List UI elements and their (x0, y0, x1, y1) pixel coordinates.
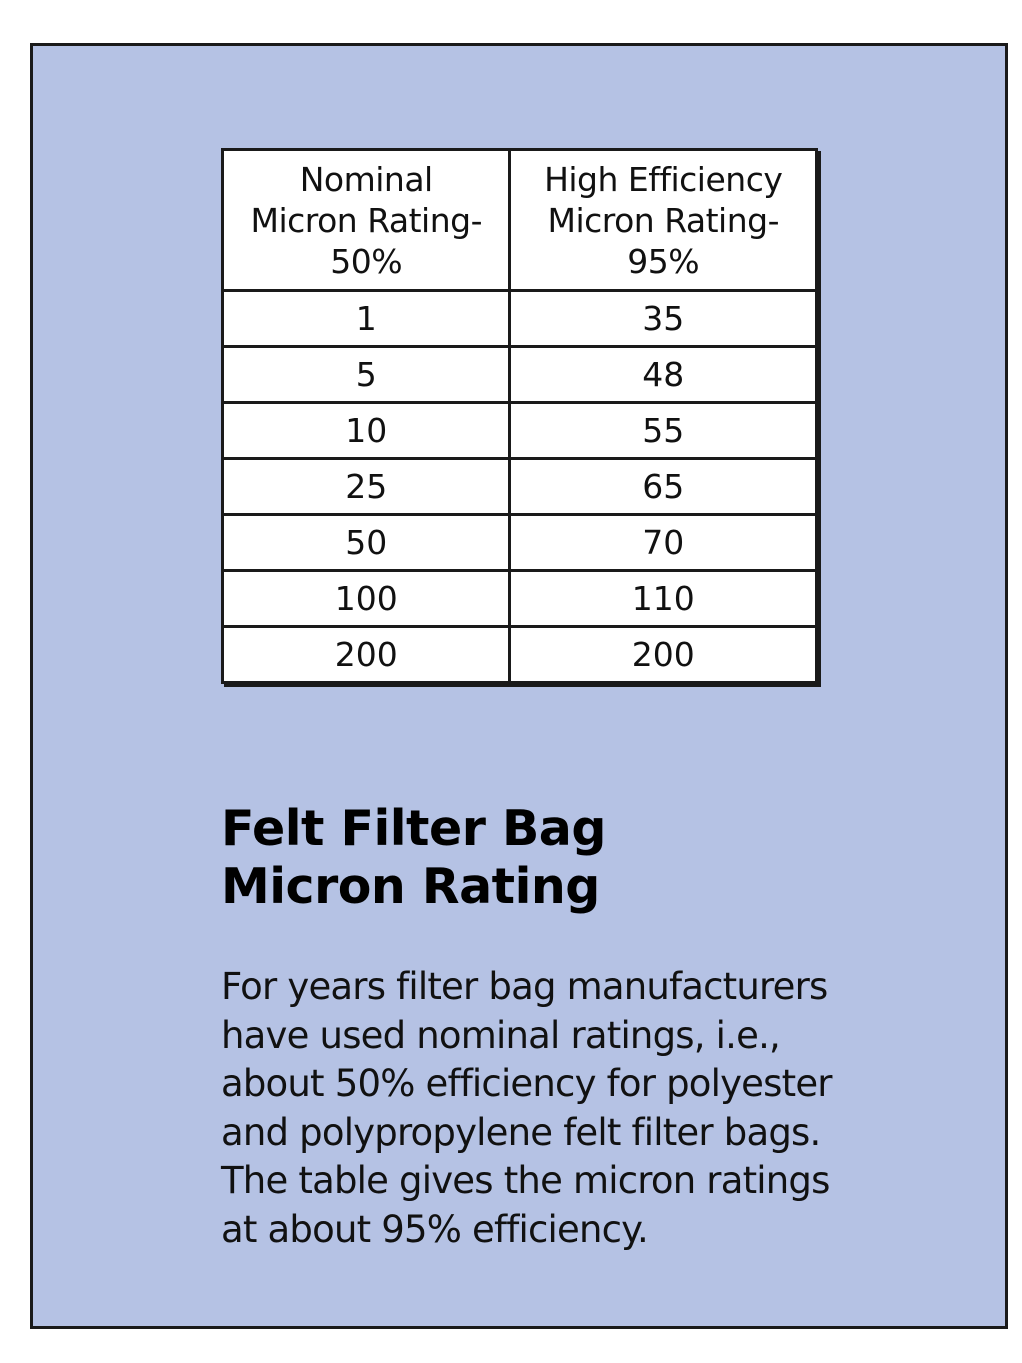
header-line: Micron Rating- (250, 200, 482, 240)
table-row (223, 571, 817, 627)
title-line: Felt Filter Bag (221, 800, 606, 857)
high-efficiency-cell: 70 (510, 515, 817, 571)
header-line: High Efficiency (544, 159, 783, 199)
title-line: Micron Rating (221, 858, 600, 915)
high-efficiency-cell: 110 (510, 571, 817, 627)
nominal-cell: 5 (223, 347, 510, 403)
high-efficiency-cell: 200 (510, 627, 817, 683)
table-row (223, 627, 817, 683)
table-row (223, 347, 817, 403)
header-line: 95% (627, 241, 700, 281)
high-efficiency-cell: 48 (510, 347, 817, 403)
table-row (223, 515, 817, 571)
description-paragraph (221, 963, 941, 1254)
nominal-cell: 200 (223, 627, 510, 683)
table-header-row (223, 150, 817, 291)
micron-rating-table (221, 148, 818, 684)
paragraph-line: at about 95% efficiency. (221, 1207, 648, 1251)
paragraph-line: have used nominal ratings, i.e., (221, 1013, 780, 1057)
nominal-cell: 25 (223, 459, 510, 515)
table-row (223, 403, 817, 459)
paragraph-line: For years filter bag manufacturers (221, 965, 828, 1008)
nominal-rating-header (223, 150, 510, 291)
paragraph-line: about 50% efficiency for polyester (221, 1062, 832, 1105)
nominal-cell: 1 (223, 291, 510, 347)
paragraph-line: The table gives the micron ratings (221, 1159, 830, 1202)
nominal-cell: 10 (223, 403, 510, 459)
paragraph-line: and polypropylene felt filter bags. (221, 1110, 821, 1154)
table-row (223, 459, 817, 515)
high-efficiency-cell: 35 (510, 291, 817, 347)
high-efficiency-cell: 55 (510, 403, 817, 459)
header-line: Micron Rating- (547, 200, 779, 240)
nominal-cell: 100 (223, 571, 510, 627)
section-title (221, 800, 606, 916)
table-row (223, 291, 817, 347)
header-line: 50% (330, 241, 403, 281)
high-efficiency-cell: 65 (510, 459, 817, 515)
header-line: Nominal (299, 159, 433, 199)
nominal-cell: 50 (223, 515, 510, 571)
high-efficiency-rating-header (510, 150, 817, 291)
